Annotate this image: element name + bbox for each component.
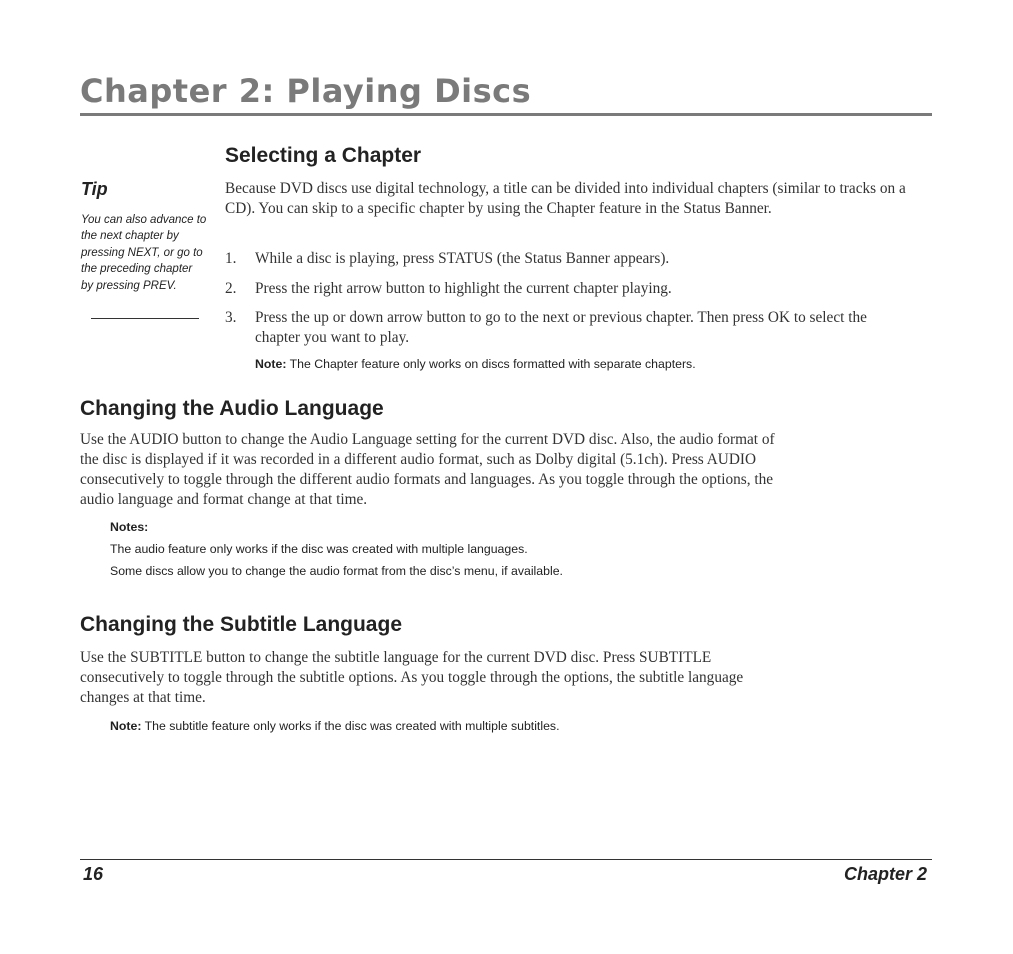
- page-number: 16: [83, 864, 104, 884]
- tip-body: You can also advance to the next chapter by pressing NEXT, or go to the preceding chapter by pressing PREV.: [81, 214, 207, 292]
- note-text: The subtitle feature only works if the disc was created with multiple subtitles.: [141, 719, 560, 733]
- section-heading-audio-language: Changing the Audio Language: [80, 397, 384, 420]
- footer-chapter-label: Chapter 2: [843, 864, 927, 884]
- step-number: 2.: [225, 279, 237, 297]
- audio-note-1: The audio feature only works if the disc was created with multiple languages.: [110, 542, 528, 556]
- step-number: 1.: [225, 250, 237, 267]
- footer-divider: [80, 859, 932, 860]
- section-heading-selecting-chapter: Selecting a Chapter: [225, 144, 422, 167]
- list-item: [225, 249, 915, 269]
- step-number: 3.: [225, 309, 237, 326]
- audio-language-body: Use the AUDIO button to change the Audio Language setting for the current DVD disc. Also, the audio format of the disc is displayed if it was recorded in a different audio format, such as Dolby digital (5.1ch). Press AUDIO consecutively to toggle through the different audio formats and languages. As you toggle through the options, the audio language and format change at that time.: [80, 431, 775, 508]
- tip-heading: Tip: [81, 179, 108, 199]
- selecting-chapter-intro: Because DVD discs use digital technology, a title can be divided into individual chapters (similar to tracks on a CD). You can skip to a specific chapter by using the Chapter feature in the Status Banner.: [225, 180, 906, 217]
- chapter-note: [255, 356, 696, 372]
- page-title: Chapter 2: Playing Discs: [80, 72, 532, 110]
- list-item: [225, 279, 915, 299]
- step-text: While a disc is playing, press STATUS (the Status Banner appears).: [255, 250, 670, 267]
- section-heading-subtitle-language: Changing the Subtitle Language: [80, 613, 402, 636]
- subtitle-note: [110, 718, 559, 734]
- tip-divider: [91, 318, 199, 319]
- note-text: The Chapter feature only works on discs formatted with separate chapters.: [286, 357, 696, 371]
- list-item: [225, 308, 915, 347]
- audio-notes-label: Notes:: [110, 520, 149, 534]
- chapter-steps-list: [225, 249, 915, 357]
- step-text: Press the up or down arrow button to go to the next or previous chapter. Then press OK to select the chapter you want to play.: [255, 309, 867, 346]
- note-label: Note:: [255, 357, 287, 371]
- note-label: Note:: [110, 719, 142, 733]
- subtitle-language-body: Use the SUBTITLE button to change the subtitle language for the current DVD disc. Press SUBTITLE consecutively to toggle through the subtitle options. As you toggle through the options, the subtitle language changes at that time.: [80, 649, 744, 706]
- step-text: Press the right arrow button to highlight the current chapter playing.: [255, 279, 672, 297]
- title-divider: [80, 113, 932, 116]
- audio-note-2: Some discs allow you to change the audio format from the disc’s menu, if available.: [110, 564, 563, 578]
